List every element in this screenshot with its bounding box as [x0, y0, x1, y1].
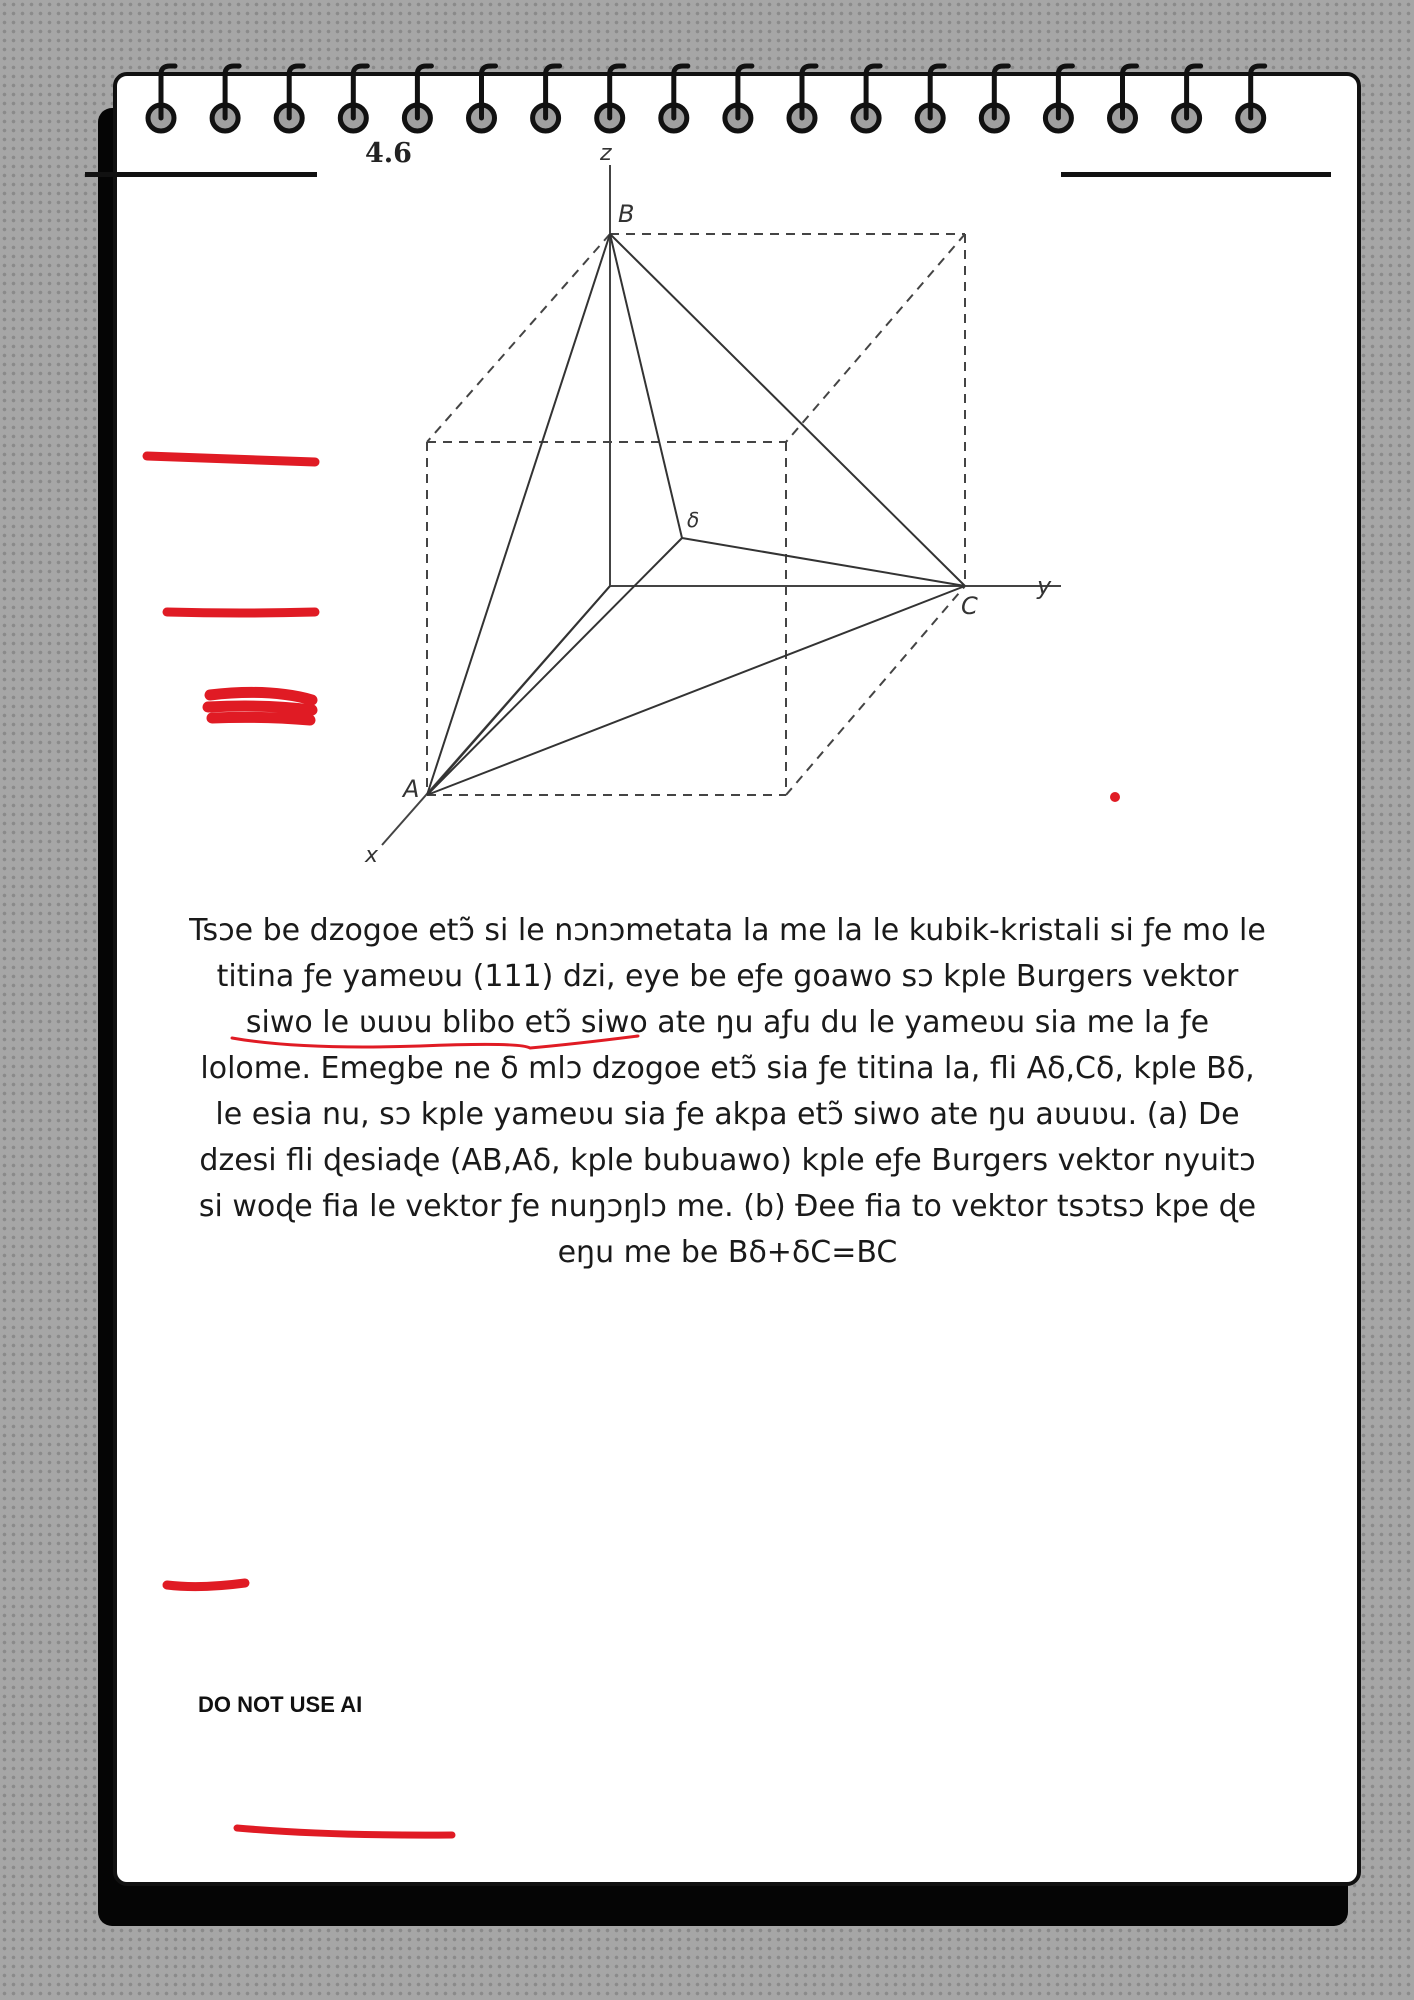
- page-rule-right: [1061, 172, 1331, 177]
- label-a: A: [403, 775, 420, 803]
- problem-line: siwo le ʋuʋu blibo etɔ̃ siwo ate ŋu aƒu du le yameʋu sia me la ƒe: [245, 1005, 1210, 1040]
- page-rule-left: [85, 172, 318, 177]
- edge-a-delta: [427, 538, 682, 795]
- edge-a-origin: [427, 586, 610, 795]
- label-y: y: [1037, 572, 1052, 600]
- problem-line: titina ƒe yameʋu (111) dzi, eye be eƒe goawo sɔ kple Burgers vektor: [216, 959, 1239, 994]
- problem-line: lolome. Emegbe ne δ mlɔ dzogoe etɔ̃ sia ƒe titina la, fli Aδ,Cδ, kple Bδ,: [200, 1051, 1255, 1086]
- problem-line: le esia nu, sɔ kple yameʋu sia ƒe akpa etɔ̃ siwo ate ŋu aʋuʋu. (a) De: [215, 1097, 1240, 1132]
- cube-edge: [427, 234, 610, 442]
- label-delta: δ: [687, 508, 700, 532]
- crystal-figure: [317, 135, 1061, 873]
- label-z: z: [600, 141, 612, 166]
- edge-bc: [610, 234, 965, 586]
- problem-line: eŋu me be Bδ+δC=BC: [557, 1235, 898, 1270]
- cube-edge: [786, 586, 965, 795]
- edge-ac: [427, 586, 965, 795]
- warning-note: DO NOT USE AI: [198, 1692, 363, 1717]
- problem-number: 4.6: [365, 138, 412, 169]
- cube-edge: [786, 234, 965, 442]
- problem-line: si woɖe fia le vektor ƒe nuŋɔŋlɔ me. (b) Đee fia to vektor tsɔtsɔ kpe ɖe: [198, 1189, 1257, 1224]
- label-x: x: [365, 843, 379, 868]
- spiral-binding: [0, 0, 1414, 140]
- problem-line: dzesi fli ɖesiaɖe (AB,Aδ, kple bubuawo) kple eƒe Burgers vektor nyuitɔ: [199, 1143, 1256, 1178]
- label-b: B: [618, 200, 635, 228]
- edge-b-delta: [610, 234, 682, 538]
- tetrahedron-diagram: [317, 135, 1061, 873]
- axes: [382, 165, 1061, 845]
- problem-line: Tsɔe be dzogoe etɔ̃ si le nɔnɔmetata la me la le kubik-kristali si ƒe mo le: [189, 913, 1266, 948]
- label-c: C: [961, 592, 978, 620]
- problem-text: [160, 908, 1295, 1276]
- edge-ab: [427, 234, 610, 795]
